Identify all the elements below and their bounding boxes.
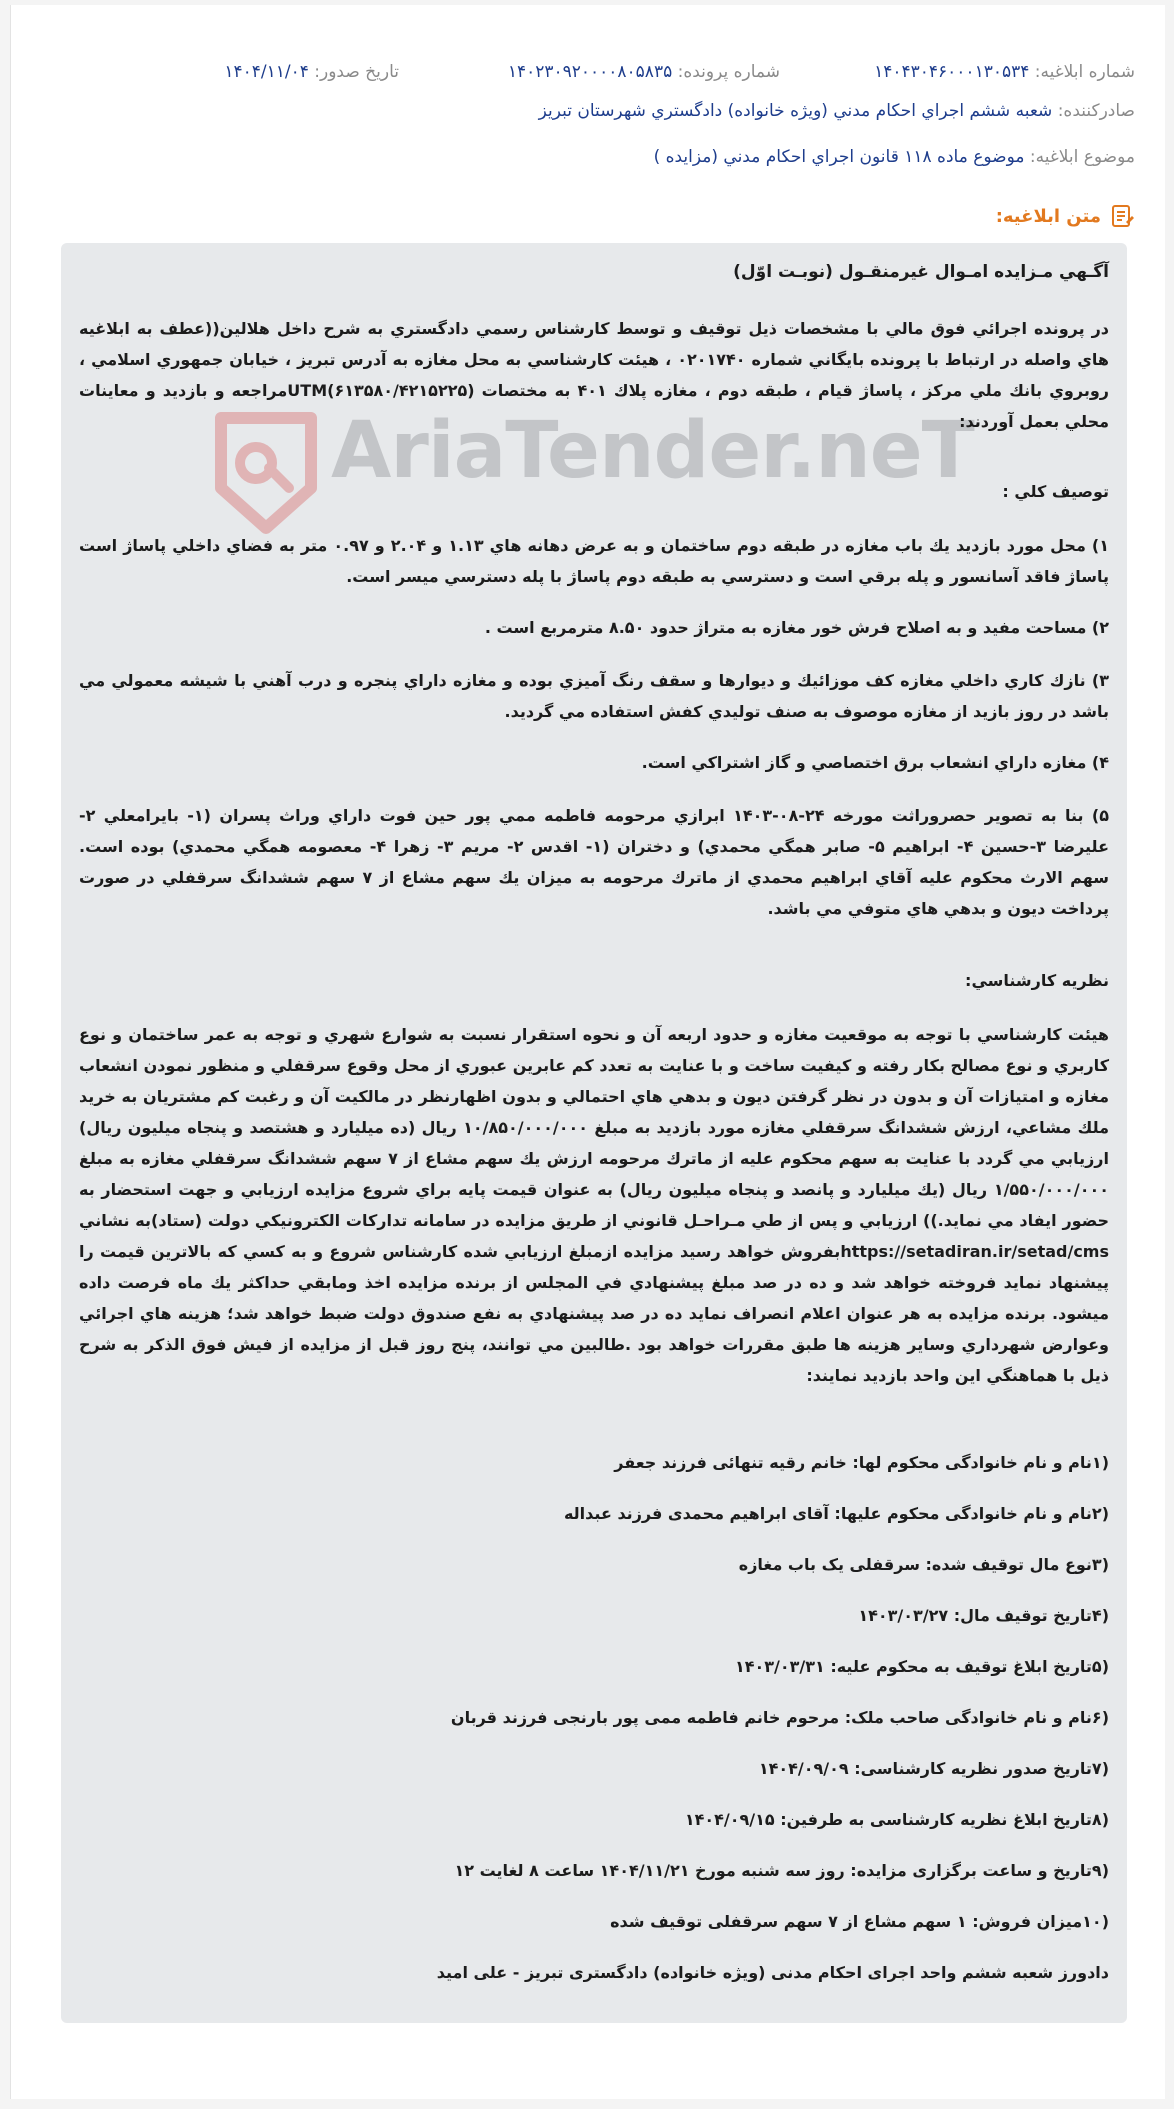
aria-tender-watermark-text: AriaTender.neT (331, 406, 974, 496)
notice-text-heading (996, 203, 1135, 229)
description-item-5: ۵) بنا به تصوير حصروراثت مورخه ۲۴-۰۸-۱۴۰۳ ابرازي مرحومه فاطمه ممي پور حين فوت داراي وراث پسران (۱- بايرامعلي ۲- عليرضا ۳-حسين ۴- ابراهيم ۵- صابر همگي محمدي) و دختران (۱- اقدس ۲- مريم ۳- زهرا ۴- معصومه همگي محمدي) بوده است. سهم الارث محكوم عليه آقاي ابراهيم محمدي از ماترك مرحومه به ميزان يك سهم مشاع از ۷ سهم ششدانگ سرقفلي در صورت پرداخت ديون و بدهي هاي متوفي مي باشد. (79, 806, 1110, 918)
detail-item-10: (۱۰میزان فروش: ۱ سهم مشاع از ۷ سهم سرقفلی توقیف شده (610, 1912, 1109, 1931)
detail-item-7: (۷تاریخ صدور نظریه کارشناسی: ۱۴۰۴/۰۹/۰۹ (758, 1759, 1109, 1778)
notice-number-label: شماره ابلاغیه: (1034, 62, 1135, 82)
case-number-value: ۱۴۰۲۳۰۹۲۰۰۰۰۸۰۵۸۳۵ (507, 62, 673, 82)
subject-line (654, 144, 1135, 170)
description-item-3: ۳) نازك كاري داخلي مغازه كف موزائيك و ديوارها و سقف رنگ آميزي بوده و مغازه داراي پنجره و درب آهني با شيشه معمولي مي باشد در روز بازيد از مغازه موصوف به صنف توليدي كفش استفاده مي گرديد. (79, 671, 1109, 721)
general-description-title: توصيف كلي : (1002, 482, 1109, 501)
detail-item-9: (۹تاریخ و ساعت برگزاری مزایده: روز سه شنبه مورخ ۱۴۰۴/۱۱/۲۱ ساعت ۸ لغایت ۱۲ (454, 1861, 1109, 1880)
subject-label: موضوع ابلاغیه: (1029, 147, 1135, 167)
signature-line: دادورز شعبه ششم واحد اجرای احکام مدنی (ویژه خانواده) دادگستری تبریز - علی امید (436, 1963, 1109, 1982)
notice-number (874, 59, 1135, 85)
notice-page (10, 5, 1165, 2099)
issuer-value: شعبه ششم اجراي احكام مدني (ويژه خانواده) دادگستري شهرستان تبريز (538, 101, 1053, 121)
issue-date (224, 59, 399, 85)
expert-opinion-paragraph: هيئت كارشناسي با توجه به موقعيت مغازه و حدود اربعه آن و نحوه استقرار نسبت به شوارع شهري و توجه به عمر ساختمان و نوع كاربري و نوع مصالح بكار رفته و كيفيت ساخت و با عنايت به تعدد كم عابرين عبوري از محل وقوع سرقفلي و منظور نمودن انشعاب مغازه و امتيازات آن و بدون در نظر گرفتن ديون و بدهي هاي احتمالي و بدون اظهارنظر در مالكيت آن و رغبت كم مشتريان به خريد ملك مشاعي، ارزش ششدانگ سرقفلي مغازه مورد بازديد به مبلغ ۱۰/۸۵۰/۰۰۰/۰۰۰ ريال (ده ميليارد و هشتصد و پنجاه ميليون ريال) ارزيابي مي گردد با عنايت به سهم محكوم عليه از ماترك مرحومه ارزش يك سهم مشاع از ۷ سهم ششدانگ سرقفلي مغازه به مبلغ ۱/۵۵۰/۰۰۰/۰۰۰ ريال (يك ميليارد و پانصد و پنجاه ميليون ريال) به عنوان قيمت پايه براي شروع مزايده ارزيابي و جهت استحضار به حضور ايفاد مي نمايد.)) ارزيابي و پس از طي مـراحـل قانوني از طريق مزايده در سامانه تداركات الكترونيكي دولت (ستاد)به نشاني https://setadiran.ir/setad/cmsبفروش خواهد رسيد مزايده ازمبلغ ارزيابي شده كارشناس شروع و به كسي كه بالاترين قيمت را پيشنهاد نمايد فروخته خواهد شد و ده در صد مبلغ پيشنهادي في المجلس از برنده مزايده اخذ ومابقي حداكثر يك ماه فرصت داده ميشود. برنده مزايده به هر عنوان اعلام انصراف نمايد ده در صد پيشنهادي به نفع صندوق دولت ضبط خواهد شد؛ هزينه هاي اجرائي وعوارض شهرداري وساير هزينه ها طبق مقررات خواهد بود .طالبين مي توانند، پنج روز قبل از مزايده از فيش فوق الذكر به شرح ذيل با هماهنگي اين واحد بازديد نمايند: (79, 1025, 1110, 1385)
detail-item-5: (۵تاریخ ابلاغ توقیف به محکوم علیه: ۱۴۰۳/۰۳/۳۱ (734, 1657, 1109, 1676)
detail-item-4: (۴تاریخ توقیف مال: ۱۴۰۳/۰۳/۲۷ (858, 1606, 1109, 1625)
notice-text-heading-label: متن ابلاغیه: (995, 205, 1101, 227)
issue-date-value: ۱۴۰۴/۱۱/۰۴ (224, 62, 309, 82)
detail-item-1: (۱نام و نام خانوادگی محکوم لها: خانم رقیه تنهائی فرزند جعفر (614, 1453, 1109, 1472)
detail-item-8: (۸تاریخ ابلاغ نظریه کارشناسی به طرفین: ۱۴۰۴/۰۹/۱۵ (684, 1810, 1109, 1829)
description-item-1: ۱) محل مورد بازديد يك باب مغازه در طبقه دوم ساختمان و به عرض دهانه هاي ۱.۱۳ و ۲.۰۴ و ۰.۹۷ متر به فضاي داخلي پاساژ است پاساژ فاقد آسانسور و پله برقي است و دسترسي به طبقه دوم پاساژ با پله دسترسي ميسر است. (79, 536, 1109, 586)
issue-date-label: تاریخ صدور: (314, 62, 399, 82)
auction-title: آگـهي مـزايده امـوال غيرمنقـول (نوبـت اوّل) (733, 262, 1109, 282)
expert-opinion-title: نظريه كارشناسي: (965, 971, 1109, 990)
case-number-label: شماره پرونده: (677, 62, 780, 82)
detail-item-2: (۲نام و نام خانوادگی محکوم علیها: آقای ابراهیم محمدی فرزند عبداله (563, 1504, 1109, 1523)
intro-paragraph: در پرونده اجرائي فوق مالي با مشخصات ذيل توقيف و توسط كارشناس رسمي دادگستري به شرح داخل هلالين((عطف به ابلاغيه هاي واصله در ارتباط با پرونده بايگاني شماره ۰۲۰۱۷۴۰ ، هيئت كارشناسي به محل مغازه به آدرس تبريز ، خيابان جمهوري اسلامي ، روبروي بانك ملي مركز ، پاساژ قيام ، طبقه دوم ، مغازه پلاك ۴۰۱ به مختصات (UTM(۶۱۳۵۸۰/۴۲۱۵۲۲۵مراجعه و بازديد و معاينات محلي بعمل آوردند: (79, 319, 1110, 431)
subject-value: موضوع ماده ۱۱۸ قانون اجراي احكام مدني (مزايده ) (653, 147, 1025, 167)
notice-body (61, 243, 1127, 2023)
document-icon (1109, 203, 1135, 229)
description-item-4: ۴) مغازه داراي انشعاب برق اختصاصي و گاز اشتراكي است. (641, 753, 1109, 772)
issuer-label: صادرکننده: (1057, 101, 1135, 121)
description-item-2: ۲) مساحت مفيد و به اصلاح فرش خور مغازه به متراژ حدود ۸.۵۰ مترمربع است . (484, 618, 1109, 637)
detail-item-6: (۶نام و نام خانوادگی صاحب ملک: مرحوم خانم فاطمه ممی پور بارنجی فرزند قربان (450, 1708, 1109, 1727)
notice-number-value: ۱۴۰۴۳۰۴۶۰۰۰۱۳۰۵۳۴ (874, 62, 1030, 82)
issuer-line (539, 98, 1135, 124)
case-number (508, 59, 780, 85)
detail-item-3: (۳نوع مال توقیف شده: سرقفلی یک باب مغازه (738, 1555, 1109, 1574)
